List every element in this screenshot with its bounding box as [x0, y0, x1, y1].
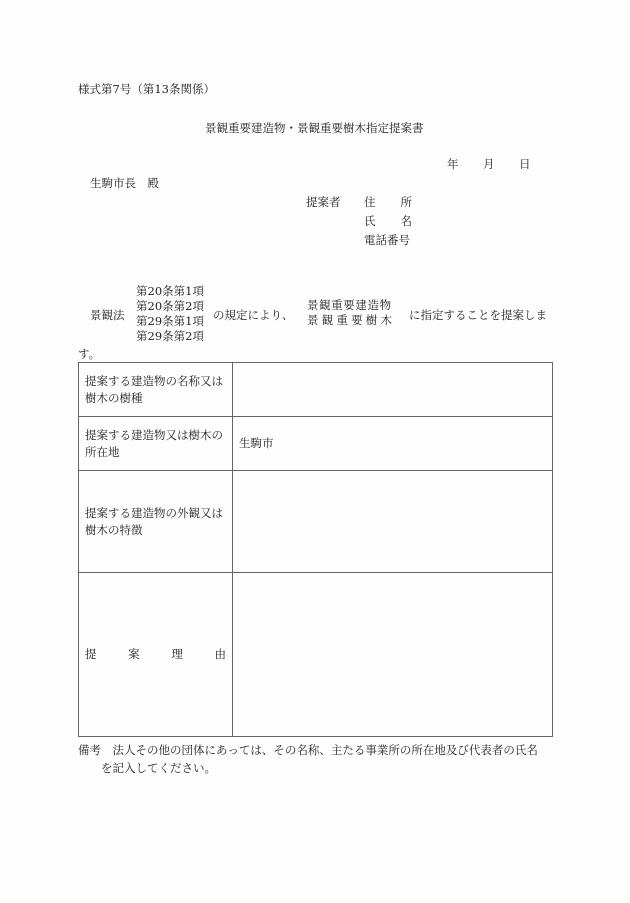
- date-month-label: 月: [483, 157, 495, 171]
- designation-option-building: 景観重要建造物: [307, 298, 392, 312]
- row-label-location: 提案する建造物又は樹木の所在地: [79, 417, 233, 471]
- reason-label-char: 案: [128, 647, 140, 661]
- provision-text: の規定により、: [213, 308, 294, 322]
- form-number: 様式第7号（第13条関係）: [78, 82, 215, 96]
- reason-field[interactable]: [233, 573, 553, 737]
- article-options: [136, 284, 204, 344]
- name-label-char: 名: [400, 214, 412, 228]
- note-line-1: 備考 法人その他の団体にあっては、その名称、主たる事業所の所在地及び代表者の氏名: [78, 743, 538, 757]
- phone-field-label: [364, 232, 412, 248]
- statement-tail-continued: す。: [78, 347, 101, 361]
- address-field-label: [364, 194, 412, 210]
- features-field[interactable]: [233, 471, 553, 573]
- addressee: 生駒市長 殿: [90, 176, 159, 190]
- date-day-label: 日: [519, 157, 531, 171]
- proposal-table: [78, 362, 553, 737]
- table-row: [79, 471, 553, 573]
- table-row: [79, 417, 553, 471]
- building-name-field[interactable]: [233, 363, 553, 417]
- reason-label-char: 理: [171, 647, 183, 661]
- article-option: 第20条第1項: [136, 284, 204, 298]
- document-title: 景観重要建造物・景観重要樹木指定提案書: [205, 121, 424, 135]
- reason-label: [85, 646, 226, 663]
- designation-options: [307, 298, 395, 328]
- table-row: [79, 573, 553, 737]
- location-field[interactable]: 生駒市: [233, 417, 553, 471]
- statement-tail: に指定することを提案しま: [409, 308, 547, 322]
- reason-label-char: 提: [85, 647, 97, 661]
- row-label-building-name: 提案する建造物の名称又は樹木の樹種: [79, 363, 233, 417]
- row-label-reason: [79, 573, 233, 737]
- article-option: 第20条第2項: [136, 299, 204, 313]
- article-option: 第29条第1項: [136, 314, 204, 328]
- address-label-char: 所: [400, 195, 412, 209]
- proposer-label: 提案者: [306, 195, 341, 209]
- phone-label-text: 電話番号: [364, 233, 410, 247]
- note-line-2: を記入してください。: [101, 761, 216, 775]
- address-label-char: 住: [364, 195, 376, 209]
- designation-option-tree: 景観重要樹木: [307, 313, 396, 327]
- table-row: [79, 363, 553, 417]
- date-line: [447, 156, 531, 172]
- reason-label-char: 由: [214, 647, 226, 661]
- article-option: 第29条第2項: [136, 329, 204, 343]
- name-field-label: [364, 213, 412, 229]
- name-label-char: 氏: [364, 214, 376, 228]
- date-year-label: 年: [447, 157, 459, 171]
- law-name: 景観法: [90, 308, 125, 322]
- row-label-features: 提案する建造物の外観又は樹木の特徴: [79, 471, 233, 573]
